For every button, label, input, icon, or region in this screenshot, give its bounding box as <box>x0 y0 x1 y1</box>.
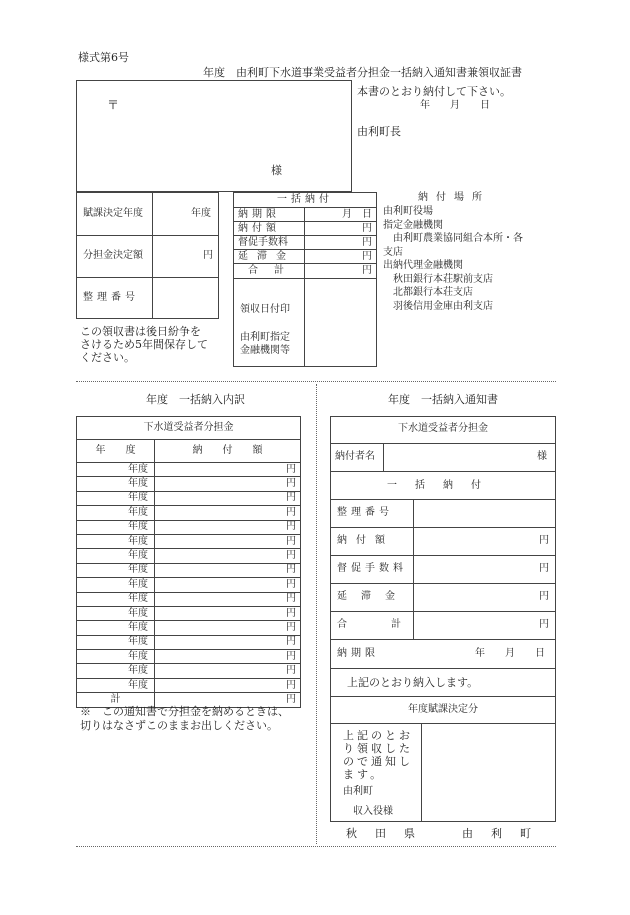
notice-form-box <box>330 416 556 822</box>
payment-place-line: 出納代理金融機関 <box>383 260 463 271</box>
payment-place-line: 支店 <box>383 246 403 258</box>
table-row <box>77 592 301 606</box>
breakdown-col-year: 年 度 <box>77 440 155 463</box>
breakdown-amount-cell: 円 <box>155 534 301 548</box>
table-row <box>77 491 301 505</box>
breakdown-year-cell: 年度 <box>77 534 155 548</box>
tax-year-unit: 年度 <box>191 208 211 219</box>
address-box[interactable] <box>76 80 352 192</box>
table-row <box>77 678 301 692</box>
breakdown-year-cell: 年度 <box>77 520 155 534</box>
notice-form-header: 下水道受益者分担金 <box>398 423 488 434</box>
notice-row-unit: 円 <box>539 591 549 602</box>
address-sama: 様 <box>271 164 282 177</box>
notice-row-label: 延滞金 <box>337 591 409 602</box>
payment-box <box>233 192 377 367</box>
receipt-keep-note: この領収書は後日紛争を さけるため5年間保存して ください。 <box>80 325 208 364</box>
notice-row-label: 督促手数料 <box>337 563 407 574</box>
tax-year-label: 賦課決定年度 <box>83 208 143 219</box>
notice-instruction: 本書のとおり納付して下さい。 <box>357 85 511 98</box>
officer-label: 収入役様 <box>353 806 393 817</box>
notice-date: 年 月 日 <box>420 100 490 111</box>
table-row <box>77 463 301 477</box>
table-row <box>77 606 301 620</box>
breakdown-amount-cell: 円 <box>155 520 301 534</box>
payment-row-label: 納期限 <box>238 209 280 220</box>
breakdown-year-cell: 年度 <box>77 621 155 635</box>
notice-form-section: 一括納付 <box>387 480 499 491</box>
breakdown-amount-cell: 円 <box>155 578 301 592</box>
notice-mayor: 由利町長 <box>357 125 401 138</box>
breakdown-year-cell: 年度 <box>77 664 155 678</box>
breakdown-amount-cell: 円 <box>155 621 301 635</box>
breakdown-amount-cell: 円 <box>155 563 301 577</box>
breakdown-table <box>76 416 301 708</box>
assessment-amount-unit: 円 <box>203 250 213 261</box>
breakdown-amount-cell: 円 <box>155 592 301 606</box>
notice-form-title: 年度 一括納入通知書 <box>388 393 498 406</box>
notice-row-unit: 円 <box>539 619 549 630</box>
breakdown-amount-cell: 円 <box>155 664 301 678</box>
breakdown-total-label: 計 <box>77 693 155 707</box>
receipt-info-table <box>76 192 219 319</box>
notice-form-footer: 秋田県 由利町 <box>346 827 549 840</box>
breakdown-year-cell: 年度 <box>77 650 155 664</box>
table-row <box>77 621 301 635</box>
cut-line-horizontal <box>76 381 556 382</box>
payment-box-header: 一括納付 <box>277 194 333 205</box>
breakdown-year-cell: 年度 <box>77 477 155 491</box>
payment-place-header: 納付場所 <box>418 192 490 203</box>
payer-name-label: 納付者名 <box>335 451 375 462</box>
deadline-unit: 年 月 日 <box>475 648 545 659</box>
table-row <box>77 578 301 592</box>
payment-place-line: 秋田銀行本荘駅前支店 <box>383 273 493 285</box>
payment-place-line: 由利町農業協同組合本所・各 <box>383 233 523 244</box>
breakdown-amount-cell: 円 <box>155 635 301 649</box>
breakdown-note: ※ この通知書で分担金を納めるときは、 切りはなさずこのままお出しください。 <box>80 705 289 732</box>
breakdown-year-cell: 年度 <box>77 506 155 520</box>
payer-sama: 様 <box>537 451 547 462</box>
breakdown-title: 年度 一括納入内訳 <box>146 393 245 406</box>
deadline-label: 納期限 <box>337 648 379 659</box>
breakdown-amount-cell: 円 <box>155 650 301 664</box>
town-label: 由利町 <box>343 786 373 797</box>
table-row <box>77 563 301 577</box>
cut-line-bottom <box>76 846 556 847</box>
payment-row-unit: 円 <box>362 223 372 234</box>
payment-row-unit: 円 <box>362 265 372 276</box>
form-number: 様式第6号 <box>78 51 129 64</box>
payment-place-line: 由利町役場 <box>383 206 433 217</box>
receipt-date-stamp-label: 領収日付印 <box>240 304 290 315</box>
table-row <box>77 534 301 548</box>
payment-place-list <box>383 207 523 315</box>
breakdown-amount-cell: 円 <box>155 491 301 505</box>
confirm-text: 上記のとおり納入します。 <box>347 676 479 689</box>
breakdown-year-cell: 年度 <box>77 592 155 606</box>
table-row <box>77 650 301 664</box>
payment-place-line: 北都銀行本荘支店 <box>383 287 473 298</box>
payment-row-label: 延滞金 <box>238 251 295 262</box>
table-row <box>77 664 301 678</box>
breakdown-col-amount: 納 付 額 <box>155 440 301 463</box>
breakdown-year-cell: 年度 <box>77 678 155 692</box>
payment-row-label: 納付額 <box>238 223 280 234</box>
breakdown-amount-cell: 円 <box>155 506 301 520</box>
table-row <box>77 506 301 520</box>
breakdown-amount-cell: 円 <box>155 477 301 491</box>
breakdown-year-cell: 年度 <box>77 463 155 477</box>
document-title: 年度 由利町下水道事業受益者分担金一括納入通知書兼領収証書 <box>203 66 522 79</box>
notice-row-label: 納付額 <box>337 535 394 546</box>
breakdown-header: 下水道受益者分担金 <box>77 417 301 440</box>
table-row <box>77 520 301 534</box>
receipt-notification-text: 上記のとお り領収した ので通知し ます。 <box>343 729 413 781</box>
payment-row-unit: 円 <box>362 251 372 262</box>
payment-row-unit: 円 <box>362 237 372 248</box>
payment-row-label: 合計 <box>248 265 300 276</box>
payment-row-label: 督促手数料 <box>238 237 288 248</box>
breakdown-year-cell: 年度 <box>77 606 155 620</box>
payment-place-line: 指定金融機関 <box>383 219 443 231</box>
assessment-amount-label: 分担金決定額 <box>83 250 143 261</box>
table-row <box>77 635 301 649</box>
breakdown-amount-cell: 円 <box>155 678 301 692</box>
notice-row-label: 整理番号 <box>337 507 393 518</box>
table-row <box>77 549 301 563</box>
breakdown-year-cell: 年度 <box>77 578 155 592</box>
breakdown-year-cell: 年度 <box>77 549 155 563</box>
breakdown-amount-cell: 円 <box>155 549 301 563</box>
payment-row-unit: 月 日 <box>342 209 372 220</box>
breakdown-amount-cell: 円 <box>155 463 301 477</box>
breakdown-amount-cell: 円 <box>155 606 301 620</box>
designated-bank-label: 由利町指定 金融機関等 <box>240 332 290 356</box>
postal-mark: 〒 <box>107 98 120 112</box>
table-row <box>77 477 301 491</box>
breakdown-year-cell: 年度 <box>77 491 155 505</box>
notice-row-unit: 円 <box>539 563 549 574</box>
decision-year: 年度賦課決定分 <box>408 704 478 715</box>
notice-row-unit: 円 <box>539 535 549 546</box>
reference-number-label: 整理番号 <box>83 292 139 303</box>
notice-row-label: 合計 <box>337 619 445 630</box>
cut-line-vertical <box>316 384 317 844</box>
payment-place-line: 羽後信用金庫由利支店 <box>383 300 493 312</box>
breakdown-year-cell: 年度 <box>77 635 155 649</box>
breakdown-total-unit: 円 <box>155 693 301 707</box>
breakdown-year-cell: 年度 <box>77 563 155 577</box>
